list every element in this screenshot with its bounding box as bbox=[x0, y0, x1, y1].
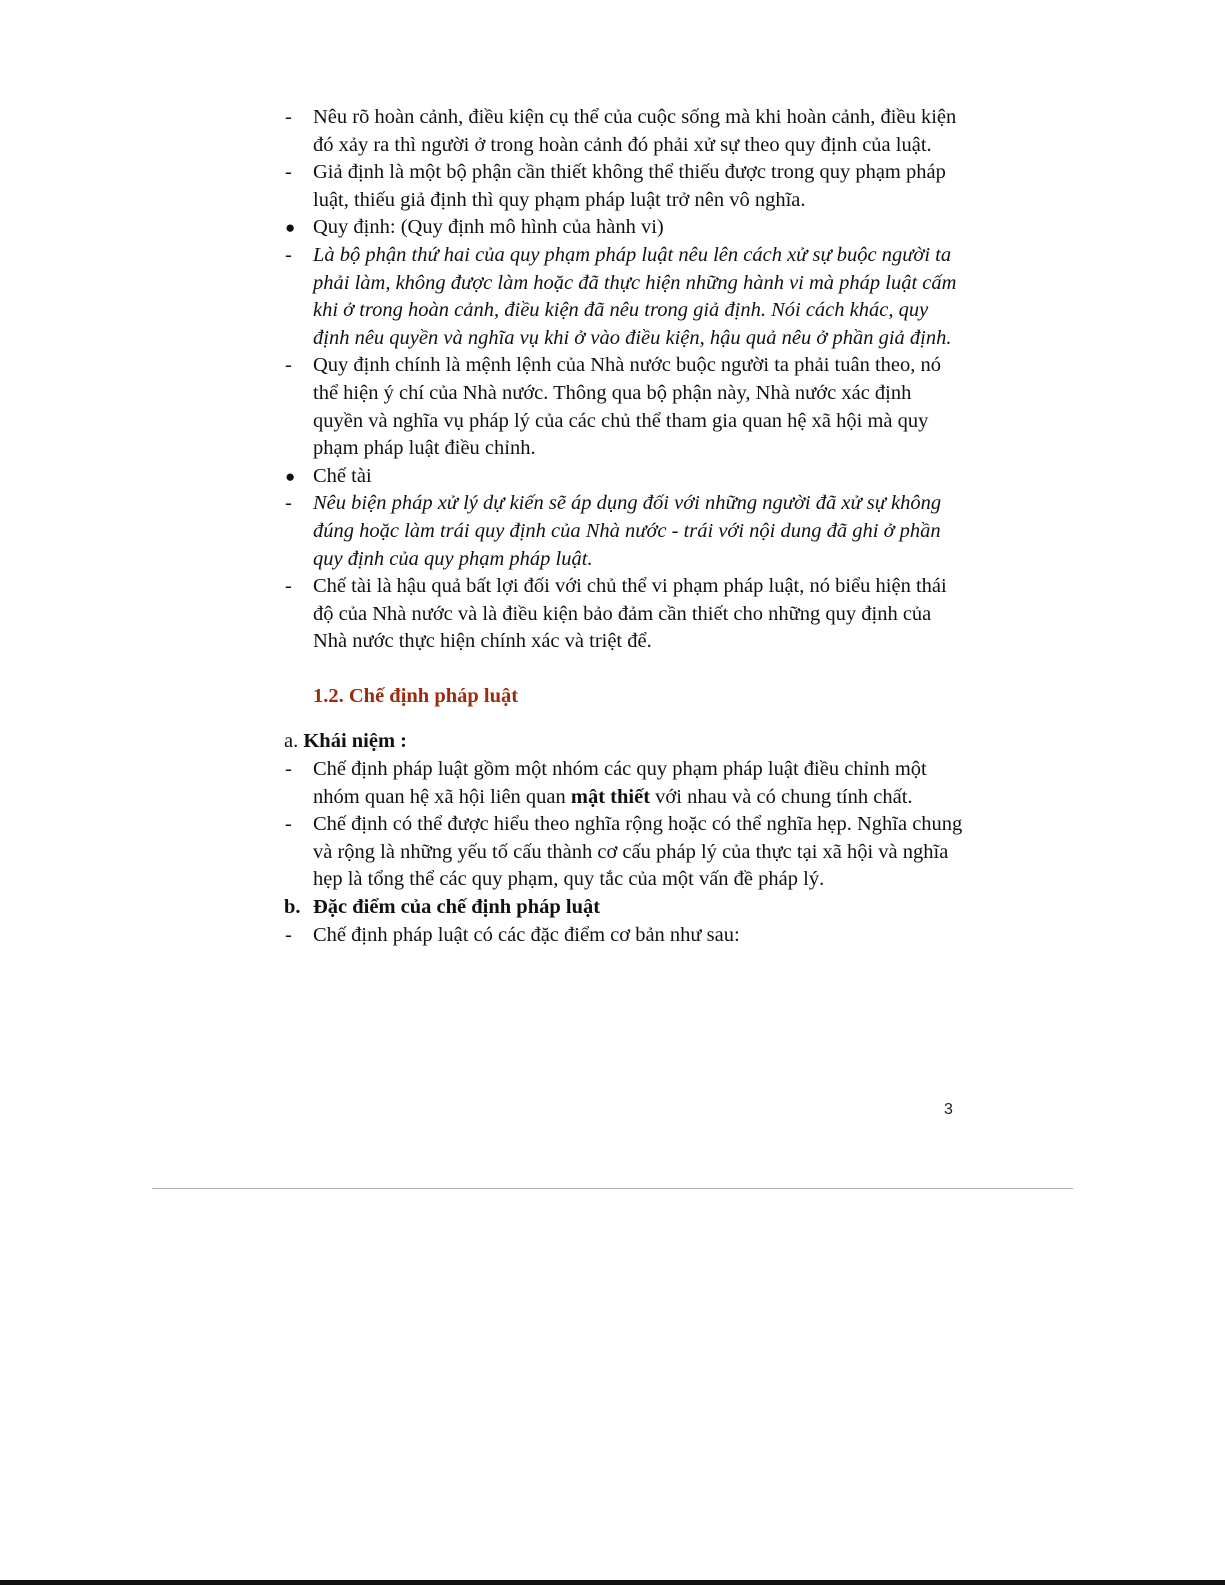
list-item bbox=[284, 922, 964, 950]
list-item bbox=[284, 159, 964, 214]
paragraph-text: Chế định pháp luật có các đặc điểm cơ bản như sau: bbox=[313, 923, 740, 946]
paragraph-text: Giả định là một bộ phận cần thiết không thể thiếu được trong quy phạm pháp luật, thiếu giả định thì quy phạm pháp luật trở nên vô nghĩa. bbox=[313, 161, 946, 211]
subsection-prefix: a. bbox=[284, 730, 299, 753]
list-item bbox=[284, 352, 964, 462]
dash-marker: - bbox=[285, 161, 292, 184]
paragraph-text: Quy định chính là mệnh lệnh của Nhà nước buộc người ta phải tuân theo, nó thể hiện ý chí của Nhà nước. Thông qua bộ phận này, Nhà nước xác định quyền và nghĩa vụ pháp lý của các chủ thể tham gia quan hệ xã hội mà quy phạm pháp luật điều chỉnh. bbox=[313, 354, 942, 460]
paragraph-text: Là bộ phận thứ hai của quy phạm pháp luật nêu lên cách xử sự buộc người ta phải làm, không được làm hoặc đã thực hiện những hành vi mà pháp luật cấm khi ở trong hoàn cảnh, điều kiện đã nêu trong giả định. Nói cách khác, quy định nêu quyền và nghĩa vụ khi ở vào điều kiện, hậu quả nêu ở phần giả định. bbox=[313, 243, 957, 349]
subsection-a-title bbox=[284, 728, 964, 756]
dash-marker: - bbox=[285, 354, 292, 377]
page-divider bbox=[152, 1188, 1073, 1189]
emphasis-text: mật thiết bbox=[570, 785, 651, 808]
subsection-b-title bbox=[284, 894, 964, 922]
dash-marker: - bbox=[285, 813, 292, 836]
paragraph-text: Chế tài bbox=[313, 464, 372, 487]
paragraph-text bbox=[313, 758, 927, 808]
paragraph-text-part: với nhau và có chung tính chất. bbox=[650, 785, 913, 808]
section-heading: 1.2. Chế định pháp luật bbox=[313, 684, 519, 707]
paragraph-text: Chế tài là hậu quả bất lợi đối với chủ thể vi phạm pháp luật, nó biểu hiện thái độ của Nhà nước và là điều kiện bảo đảm cần thiết cho những quy định của Nhà nước thực hiện chính xác và triệt để. bbox=[313, 575, 947, 653]
list-item bbox=[284, 490, 964, 573]
page-number: 3 bbox=[944, 1101, 953, 1118]
bottom-edge-bar bbox=[0, 1580, 1225, 1585]
bullet-marker: ● bbox=[285, 218, 296, 238]
subsection-title: Khái niệm : bbox=[303, 730, 408, 753]
dash-marker: - bbox=[285, 243, 292, 266]
list-item bbox=[284, 463, 964, 491]
paragraph-text: Nêu rõ hoàn cảnh, điều kiện cụ thể của cuộc sống mà khi hoàn cảnh, điều kiện đó xảy ra thì người ở trong hoàn cảnh đó phải xử sự theo quy định của luật. bbox=[313, 106, 957, 156]
list-item bbox=[284, 811, 964, 894]
list-item bbox=[284, 756, 964, 811]
list-item bbox=[284, 242, 964, 352]
subsection-prefix: b. bbox=[284, 896, 301, 919]
paragraph-text: Quy định: (Quy định mô hình của hành vi) bbox=[313, 216, 664, 239]
dash-marker: - bbox=[285, 923, 292, 946]
dash-marker: - bbox=[285, 575, 292, 598]
document-body bbox=[284, 104, 964, 949]
paragraph-text-part: Chế định pháp luật gồm một nhóm các quy phạm pháp luật điều chỉnh một nhóm quan hệ xã hội liên quan bbox=[313, 758, 927, 808]
dash-marker: - bbox=[285, 758, 292, 781]
paragraph-text: Chế định có thể được hiểu theo nghĩa rộng hoặc có thể nghĩa hẹp. Nghĩa chung và rộng là những yếu tố cấu thành cơ cấu pháp lý của thực tại xã hội và nghĩa hẹp là tổng thể các quy phạm, quy tắc của một vấn đề pháp lý. bbox=[313, 813, 963, 891]
list-item bbox=[284, 573, 964, 656]
dash-marker: - bbox=[285, 492, 292, 515]
subsection-title: Đặc điểm của chế định pháp luật bbox=[313, 896, 601, 919]
list-item bbox=[284, 104, 964, 159]
list-item bbox=[284, 214, 964, 242]
bullet-marker: ● bbox=[285, 466, 296, 486]
paragraph-text: Nêu biện pháp xử lý dự kiến sẽ áp dụng đối với những người đã xử sự không đúng hoặc làm trái quy định của Nhà nước - trái với nội dung đã ghi ở phần quy định của quy phạm pháp luật. bbox=[313, 492, 942, 570]
dash-marker: - bbox=[285, 106, 292, 128]
